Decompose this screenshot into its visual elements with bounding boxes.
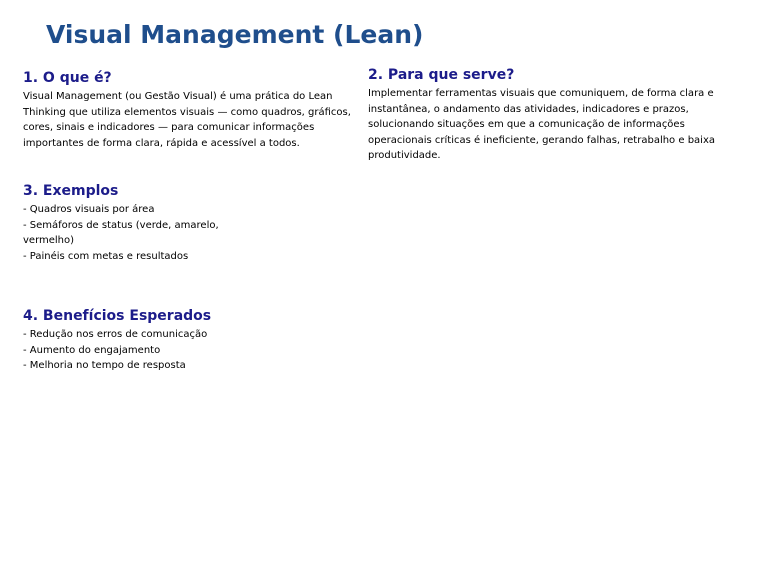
slide-title: Visual Management (Lean): [46, 20, 424, 49]
examples-list: [23, 202, 238, 264]
section-examples: [23, 182, 238, 264]
section-what-is-it: [23, 69, 353, 151]
section-purpose: [368, 66, 740, 164]
section-heading-what-is-it: 1. O que é?: [23, 70, 112, 86]
list-item: - Redução nos erros de comunicação: [23, 329, 208, 340]
list-item: - Melhoria no tempo de resposta: [23, 360, 186, 371]
section-benefits: [23, 307, 353, 374]
list-item: - Quadros visuais por área: [23, 204, 155, 215]
list-item: - Semáforos de status (verde, amarelo, vermelho): [23, 219, 219, 246]
list-item: - Painéis com metas e resultados: [23, 250, 189, 262]
benefits-list: [23, 327, 353, 374]
section-heading-benefits: 4. Benefícios Esperados: [23, 308, 212, 324]
section-body-purpose: Implementar ferramentas visuais que comuniquem, de forma clara e instantânea, o andamento das atividades, indicadores e prazos, solucionando situações em que a comunicação de informações operacionais críticas é ineficiente, gerando falhas, retrabalho e baixa produtividade.: [368, 88, 715, 161]
section-heading-purpose: 2. Para que serve?: [368, 67, 515, 83]
list-item: - Aumento do engajamento: [23, 344, 161, 356]
section-body-what-is-it: Visual Management (ou Gestão Visual) é uma prática do Lean Thinking que utiliza elementos visuais — como quadros, gráficos, cores, sinais e indicadores — para comunicar informações importantes de forma clara, rápida e acessível a todos.: [23, 91, 351, 149]
section-heading-examples: 3. Exemplos: [23, 183, 119, 199]
